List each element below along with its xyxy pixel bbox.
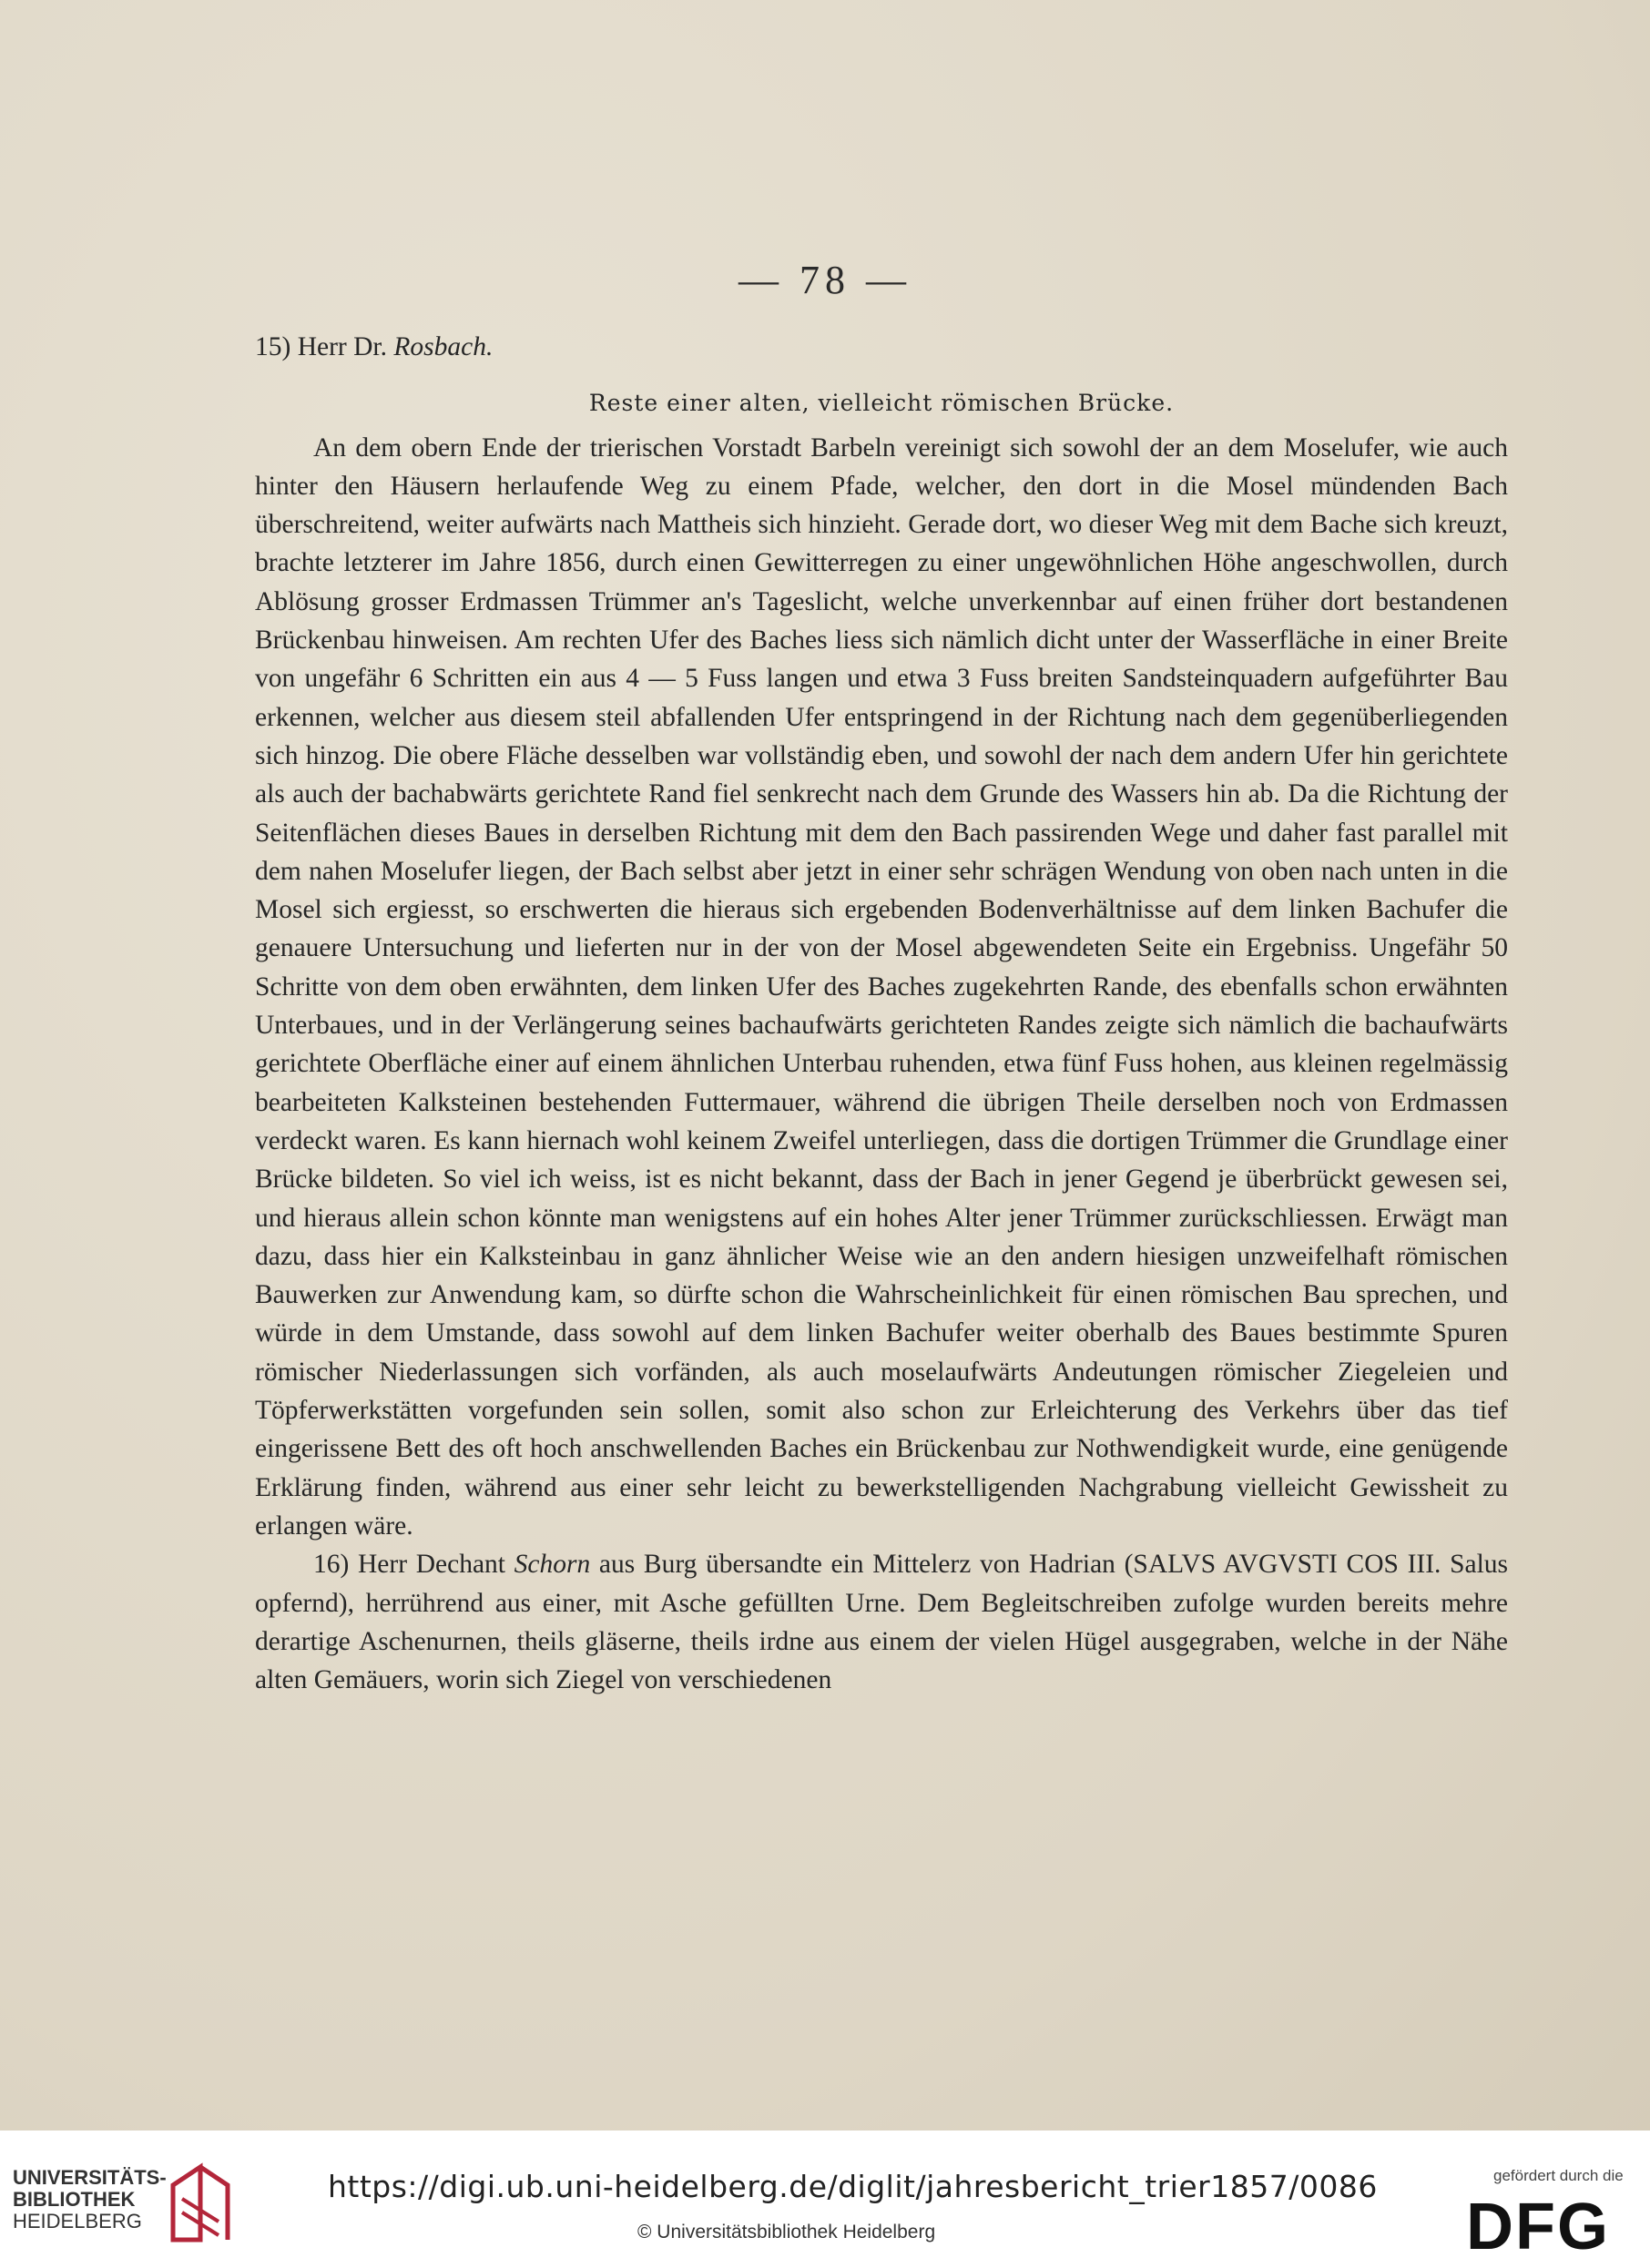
library-logo-icon <box>164 2158 235 2249</box>
funding-label: gefördert durch die <box>1493 2167 1624 2184</box>
entry-16-prefix: 16) Herr Dechant <box>313 1550 505 1580</box>
copyright-notice: © Universitätsbibliothek Heidelberg <box>637 2222 936 2243</box>
library-logo-text <box>13 2167 167 2232</box>
entry-15-number: 15) Herr Dr. <box>255 332 387 361</box>
entry-15-heading <box>255 328 1508 366</box>
viewer-footer <box>0 2131 1650 2268</box>
library-name-line2: BIBLIOTHEK <box>13 2188 136 2211</box>
entry-16-paragraph <box>255 1545 1508 1699</box>
entry-15-author: Rosbach. <box>393 332 494 361</box>
permalink-url[interactable]: https://digi.ub.uni-heidelberg.de/diglit/jahresbericht_trier1857/0086 <box>328 2169 1378 2204</box>
library-name-line1: UNIVERSITÄTS- <box>13 2166 167 2189</box>
entry-16-author: Schorn <box>514 1550 591 1580</box>
page-text <box>255 328 1508 1699</box>
entry-15-subtitle: Reste einer alten, vielleicht römischen Brücke. <box>588 390 1175 417</box>
dfg-logo: DFG <box>1466 2191 1610 2263</box>
library-name-line3: HEIDELBERG <box>13 2210 142 2232</box>
page-number: — 78 — <box>738 258 912 302</box>
entry-16-text: aus Burg übersandte ein Mittelerz von Hadrian (SALVS AVGVSTI COS III. Salus opfernd), herrührend aus einer, mit Asche gefüllten Urne. Dem Begleitschreiben zufolge wurden bereits mehre derartige Aschenurnen, theils gläserne, theils irdne aus einem der vielen Hügel ausgegraben, welche in der Nähe alten Gemäuers, worin sich Ziegel von verschiedenen <box>255 1550 1509 1695</box>
entry-15-paragraph: An dem obern Ende der trierischen Vorstadt Barbeln vereinigt sich sowohl der an dem Moselufer, wie auch hinter den Häusern herlaufende Weg zu einem Pfade, welcher, den dort in die Mosel mündenden Bach überschreitend, weiter aufwärts nach Mattheis sich hinzieht. Gerade dort, wo dieser Weg mit dem Bache sich kreuzt, brachte letzterer im Jahre 1856, durch einen Gewitterregen zu einer ungewöhnlichen Höhe angeschwollen, durch Ablösung grosser Erdmassen Trümmer an's Tageslicht, welche unverkennbar auf einen früher dort bestandenen Brückenbau hinweisen. Am rechten Ufer des Baches liess sich nämlich dicht unter der Wasserfläche in einer Breite von ungefähr 6 Schritten ein aus 4 — 5 Fuss langen und etwa 3 Fuss breiten Sandsteinquadern aufgeführter Bau erkennen, welcher aus diesem steil abfallenden Ufer entspringend in der Richtung nach dem gegenüberliegenden sich hinzog. Die obere Fläche desselben war vollständig eben, und sowohl der nach dem andern Ufer hin gerichtete als auch der bachabwärts gerichtete Rand fiel senkrecht nach dem Grunde des Wassers hin ab. Da die Richtung der Seitenflächen dieses Baues in derselben Richtung mit dem den Bach passirenden Wege und daher fast parallel mit dem nahen Moselufer liegen, der Bach selbst aber jetzt in einer sehr schrägen Wendung von oben nach unten in die Mosel sich ergiesst, so erschwerten die hieraus sich ergebenden Bodenverhältnisse auf dem linken Bachufer die genauere Untersuchung und lieferten nur in der von der Mosel abgewendeten Seite ein Ergebniss. Ungefähr 50 Schritte von dem oben erwähnten, dem linken Ufer des Baches zugekehrten Rande, des ebenfalls schon erwähnten Unterbaues, und in der Verlängerung seines bachaufwärts gerichteten Randes zeigte sich nämlich die bachaufwärts gerichtete Oberfläche einer auf einem ähnlichen Unterbau ruhenden, etwa fünf Fuss hohen, aus kleinen regelmässig bearbeiteten Kalksteinen bestehenden Futtermauer, während die übrigen Theile derselben noch von Erdmassen verdeckt waren. Es kann hiernach wohl keinem Zweifel unterliegen, dass die dortigen Trümmer die Grundlage einer Brücke bildeten. So viel ich weiss, ist es nicht bekannt, dass der Bach in jener Gegend je überbrückt gewesen sei, und hieraus allein schon könnte man wenigstens auf ein hohes Alter jener Trümmer zurückschliessen. Erwägt man dazu, dass hier ein Kalksteinbau in ganz ähnlicher Weise wie an den andern hiesigen unzweifelhaft römischen Bauwerken zur Anwendung kam, so dürfte schon die Wahrscheinlichkeit für einen römischen Bau sprechen, und würde in dem Umstande, dass sowohl auf dem linken Bachufer weiter oberhalb des Baues bestimmte Spuren römischer Niederlassungen sich vorfänden, als auch moselaufwärts Andeutungen römischer Ziegeleien und Töpferwerkstätten vorgefunden sein sollen, somit also schon zur Erleichterung des Verkehrs über das tief eingerissene Bett des oft hoch anschwellenden Baches ein Brückenbau zur Nothwendigkeit wurde, eine genügende Erklärung finden, während aus einer sehr leicht zu bewerkstelligenden Nachgrabung vielleicht Gewissheit zu erlangen wäre. <box>255 432 1508 1541</box>
